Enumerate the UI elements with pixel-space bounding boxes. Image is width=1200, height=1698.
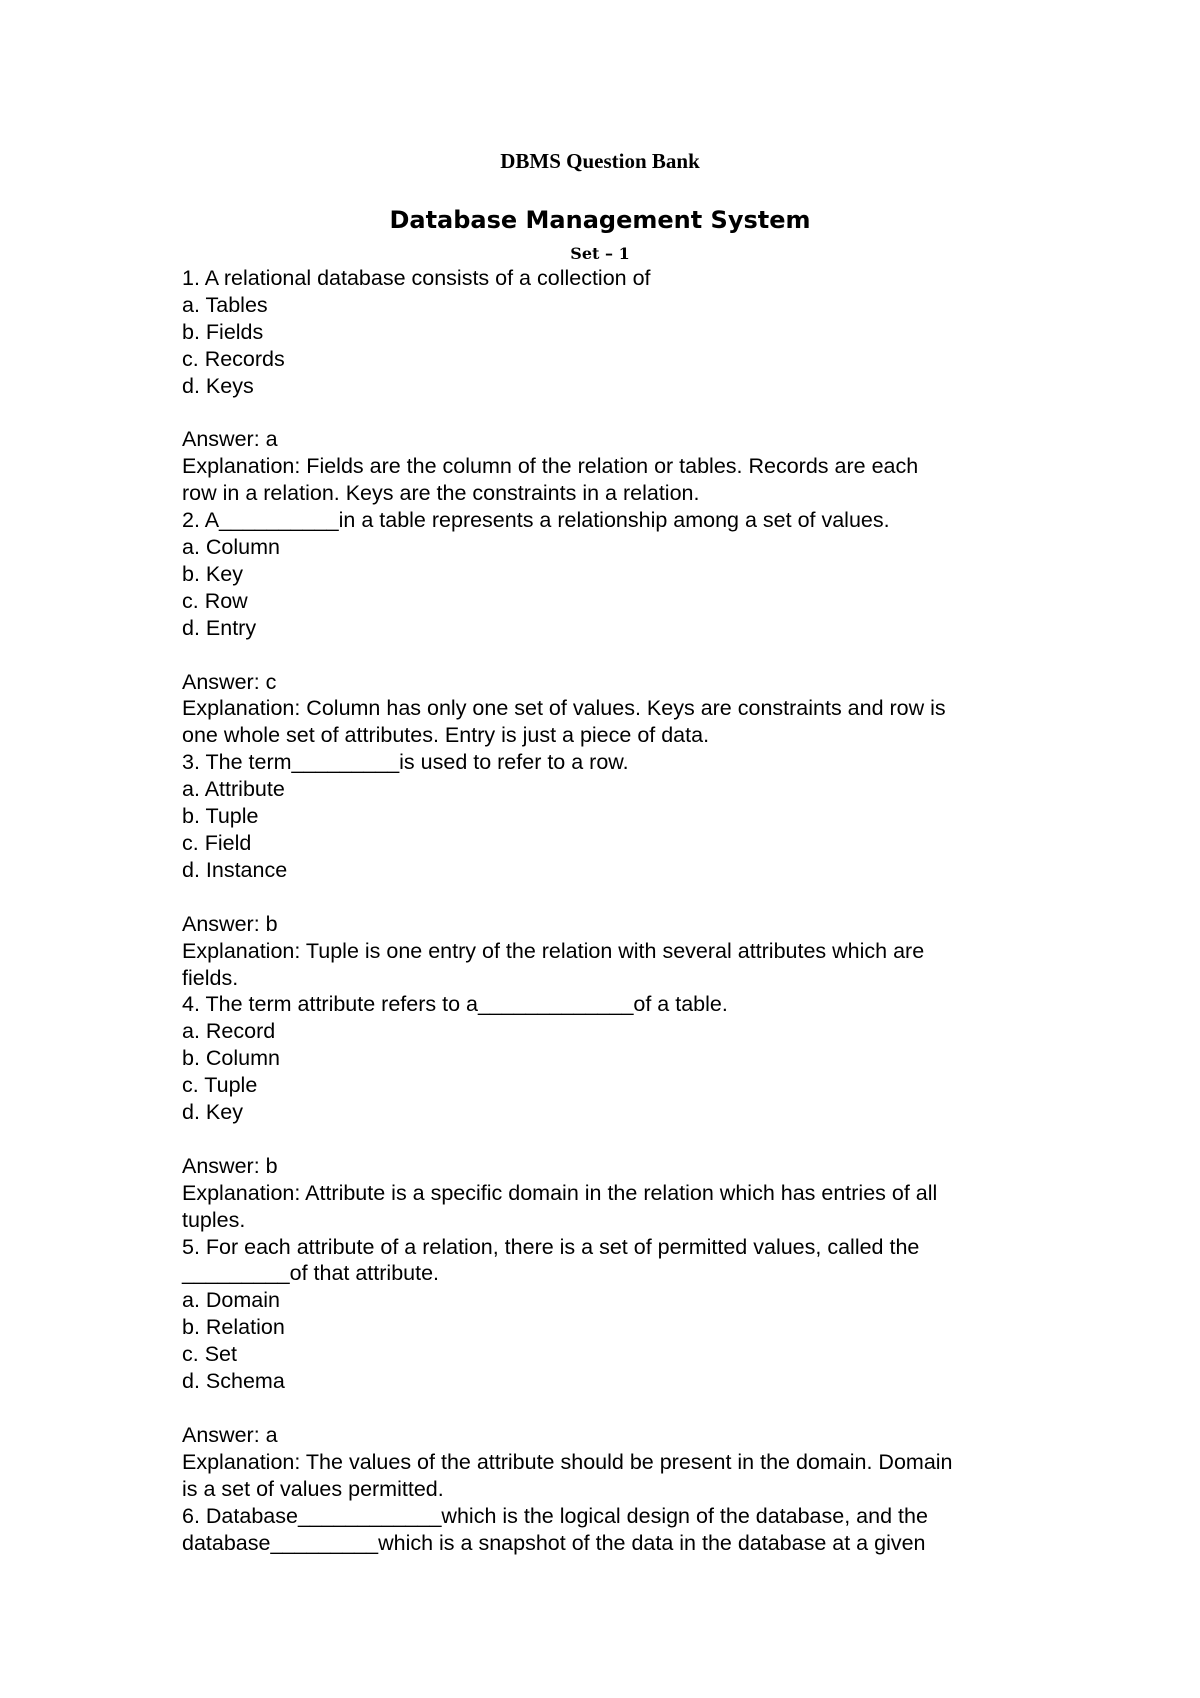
answer-line: Answer: b: [182, 1153, 278, 1178]
option-b: b. Fields: [182, 319, 264, 344]
question-1: [182, 265, 1042, 507]
explanation-line: fields.: [182, 965, 239, 990]
question-4: [182, 991, 1042, 1233]
option-c: c. Row: [182, 588, 248, 613]
question-6: [182, 1503, 1042, 1557]
question-prompt: 1. A relational database consists of a collection of: [182, 266, 651, 290]
option-d: d. Instance: [182, 857, 288, 882]
explanation-line: row in a relation. Keys are the constraints in a relation.: [182, 481, 700, 506]
spacer: [182, 400, 1042, 427]
option-d: d. Entry: [182, 615, 257, 640]
option-d: d. Schema: [182, 1369, 285, 1394]
option-c: c. Field: [182, 831, 252, 855]
option-a: a. Attribute: [182, 777, 285, 802]
option-a: a. Column: [182, 535, 280, 560]
option-a: a. Domain: [182, 1288, 280, 1313]
question-prompt: _________of that attribute.: [182, 1261, 440, 1286]
explanation-line: is a set of values permitted.: [182, 1476, 444, 1501]
question-2: [182, 507, 1042, 749]
explanation-line: Explanation: Fields are the column of the relation or tables. Records are each: [182, 454, 919, 479]
answer-line: Answer: b: [182, 911, 278, 936]
option-b: b. Column: [182, 1046, 280, 1071]
question-list: [182, 265, 1042, 1556]
set-label: Set – 1: [570, 244, 630, 263]
question-prompt: 5. For each attribute of a relation, there is a set of permitted values, called the: [182, 1234, 920, 1259]
explanation-line: Explanation: Attribute is a specific domain in the relation which has entries of all: [182, 1180, 938, 1205]
spacer: [182, 642, 1042, 669]
document-header: DBMS Question Bank: [500, 149, 700, 173]
document-title: Database Management System: [389, 206, 811, 234]
question-prompt: 4. The term attribute refers to a_____________of a table.: [182, 992, 728, 1017]
question-3: [182, 749, 1042, 991]
explanation-line: tuples.: [182, 1207, 246, 1232]
question-prompt: database_________which is a snapshot of the data in the database at a given: [182, 1530, 926, 1555]
question-prompt: 2. A__________in a table represents a relationship among a set of values.: [182, 508, 890, 533]
option-c: c. Set: [182, 1342, 237, 1367]
option-b: b. Relation: [182, 1315, 285, 1340]
question-prompt: 6. Database____________which is the logical design of the database, and the: [182, 1503, 928, 1528]
option-a: a. Tables: [182, 292, 268, 317]
answer-line: Answer: a: [182, 427, 278, 452]
question-5: [182, 1234, 1042, 1503]
option-c: c. Tuple: [182, 1073, 258, 1098]
explanation-line: Explanation: Column has only one set of values. Keys are constraints and row is: [182, 696, 946, 721]
option-d: d. Keys: [182, 373, 254, 398]
explanation-line: Explanation: Tuple is one entry of the relation with several attributes which are: [182, 938, 925, 963]
option-c: c. Records: [182, 346, 285, 371]
spacer: [182, 1395, 1042, 1422]
explanation-line: one whole set of attributes. Entry is just a piece of data.: [182, 723, 710, 748]
option-b: b. Tuple: [182, 804, 259, 829]
answer-line: Answer: c: [182, 669, 277, 694]
spacer: [182, 884, 1042, 911]
answer-line: Answer: a: [182, 1422, 278, 1447]
option-b: b. Key: [182, 561, 243, 586]
explanation-line: Explanation: The values of the attribute should be present in the domain. Domain: [182, 1449, 953, 1474]
option-d: d. Key: [182, 1100, 243, 1125]
option-a: a. Record: [182, 1019, 276, 1044]
spacer: [182, 1126, 1042, 1153]
question-prompt: 3. The term_________is used to refer to a row.: [182, 750, 629, 775]
